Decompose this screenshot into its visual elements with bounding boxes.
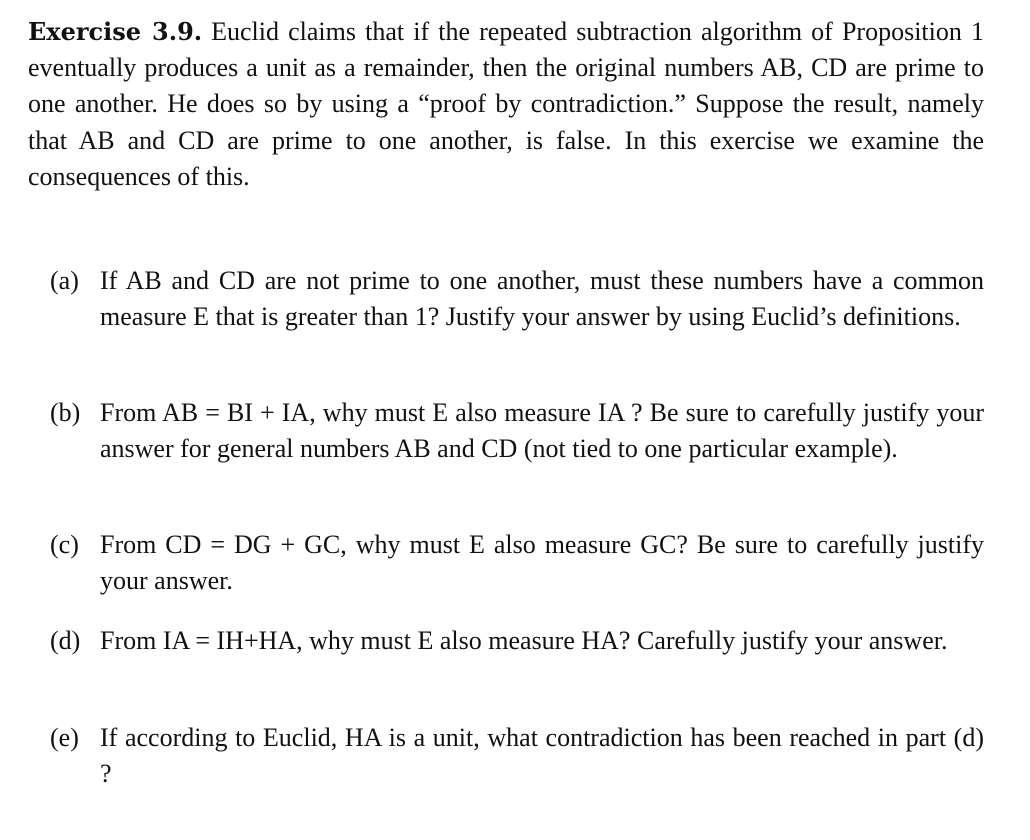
part-marker: (e) [50, 723, 79, 752]
exercise-part-d [50, 623, 984, 659]
exercise-part-e [50, 720, 984, 792]
part-marker: (a) [50, 266, 79, 295]
exercise-part-a [50, 263, 984, 335]
part-marker: (d) [50, 626, 81, 655]
exercise-intro-paragraph [28, 14, 984, 195]
part-text: From IA = IH+HA, why must E also measure HA? Carefully justify your answer. [100, 626, 948, 655]
exercise-title: Exercise 3.9. [28, 17, 203, 46]
part-text: From AB = BI + IA, why must E also measure IA ? Be sure to carefully justify your answer for general numbers AB and CD (not tied to one particular example). [100, 398, 984, 464]
part-text: If AB and CD are not prime to one another, must these numbers have a common measure E that is greater than 1? Justify your answer by using Euclid’s definitions. [100, 266, 984, 332]
exercise-intro-text: Euclid claims that if the repeated subtraction algorithm of Proposition 1 eventually produces a unit as a remainder, then the original numbers AB, CD are prime to one another. He does so by using a “proof by contradiction.” Suppose the result, namely that AB and CD are prime to one another, is false. In this exercise we examine the consequences of this. [28, 17, 984, 191]
part-text: From CD = DG + GC, why must E also measure GC? Be sure to carefully justify your answer. [100, 530, 984, 596]
exercise-page [28, 14, 984, 789]
part-marker: (c) [50, 530, 79, 559]
exercise-part-c [50, 527, 984, 599]
part-marker: (b) [50, 398, 81, 427]
part-text: If according to Euclid, HA is a unit, what contradiction has been reached in part (d) ? [100, 723, 984, 789]
exercise-part-b [50, 395, 984, 467]
